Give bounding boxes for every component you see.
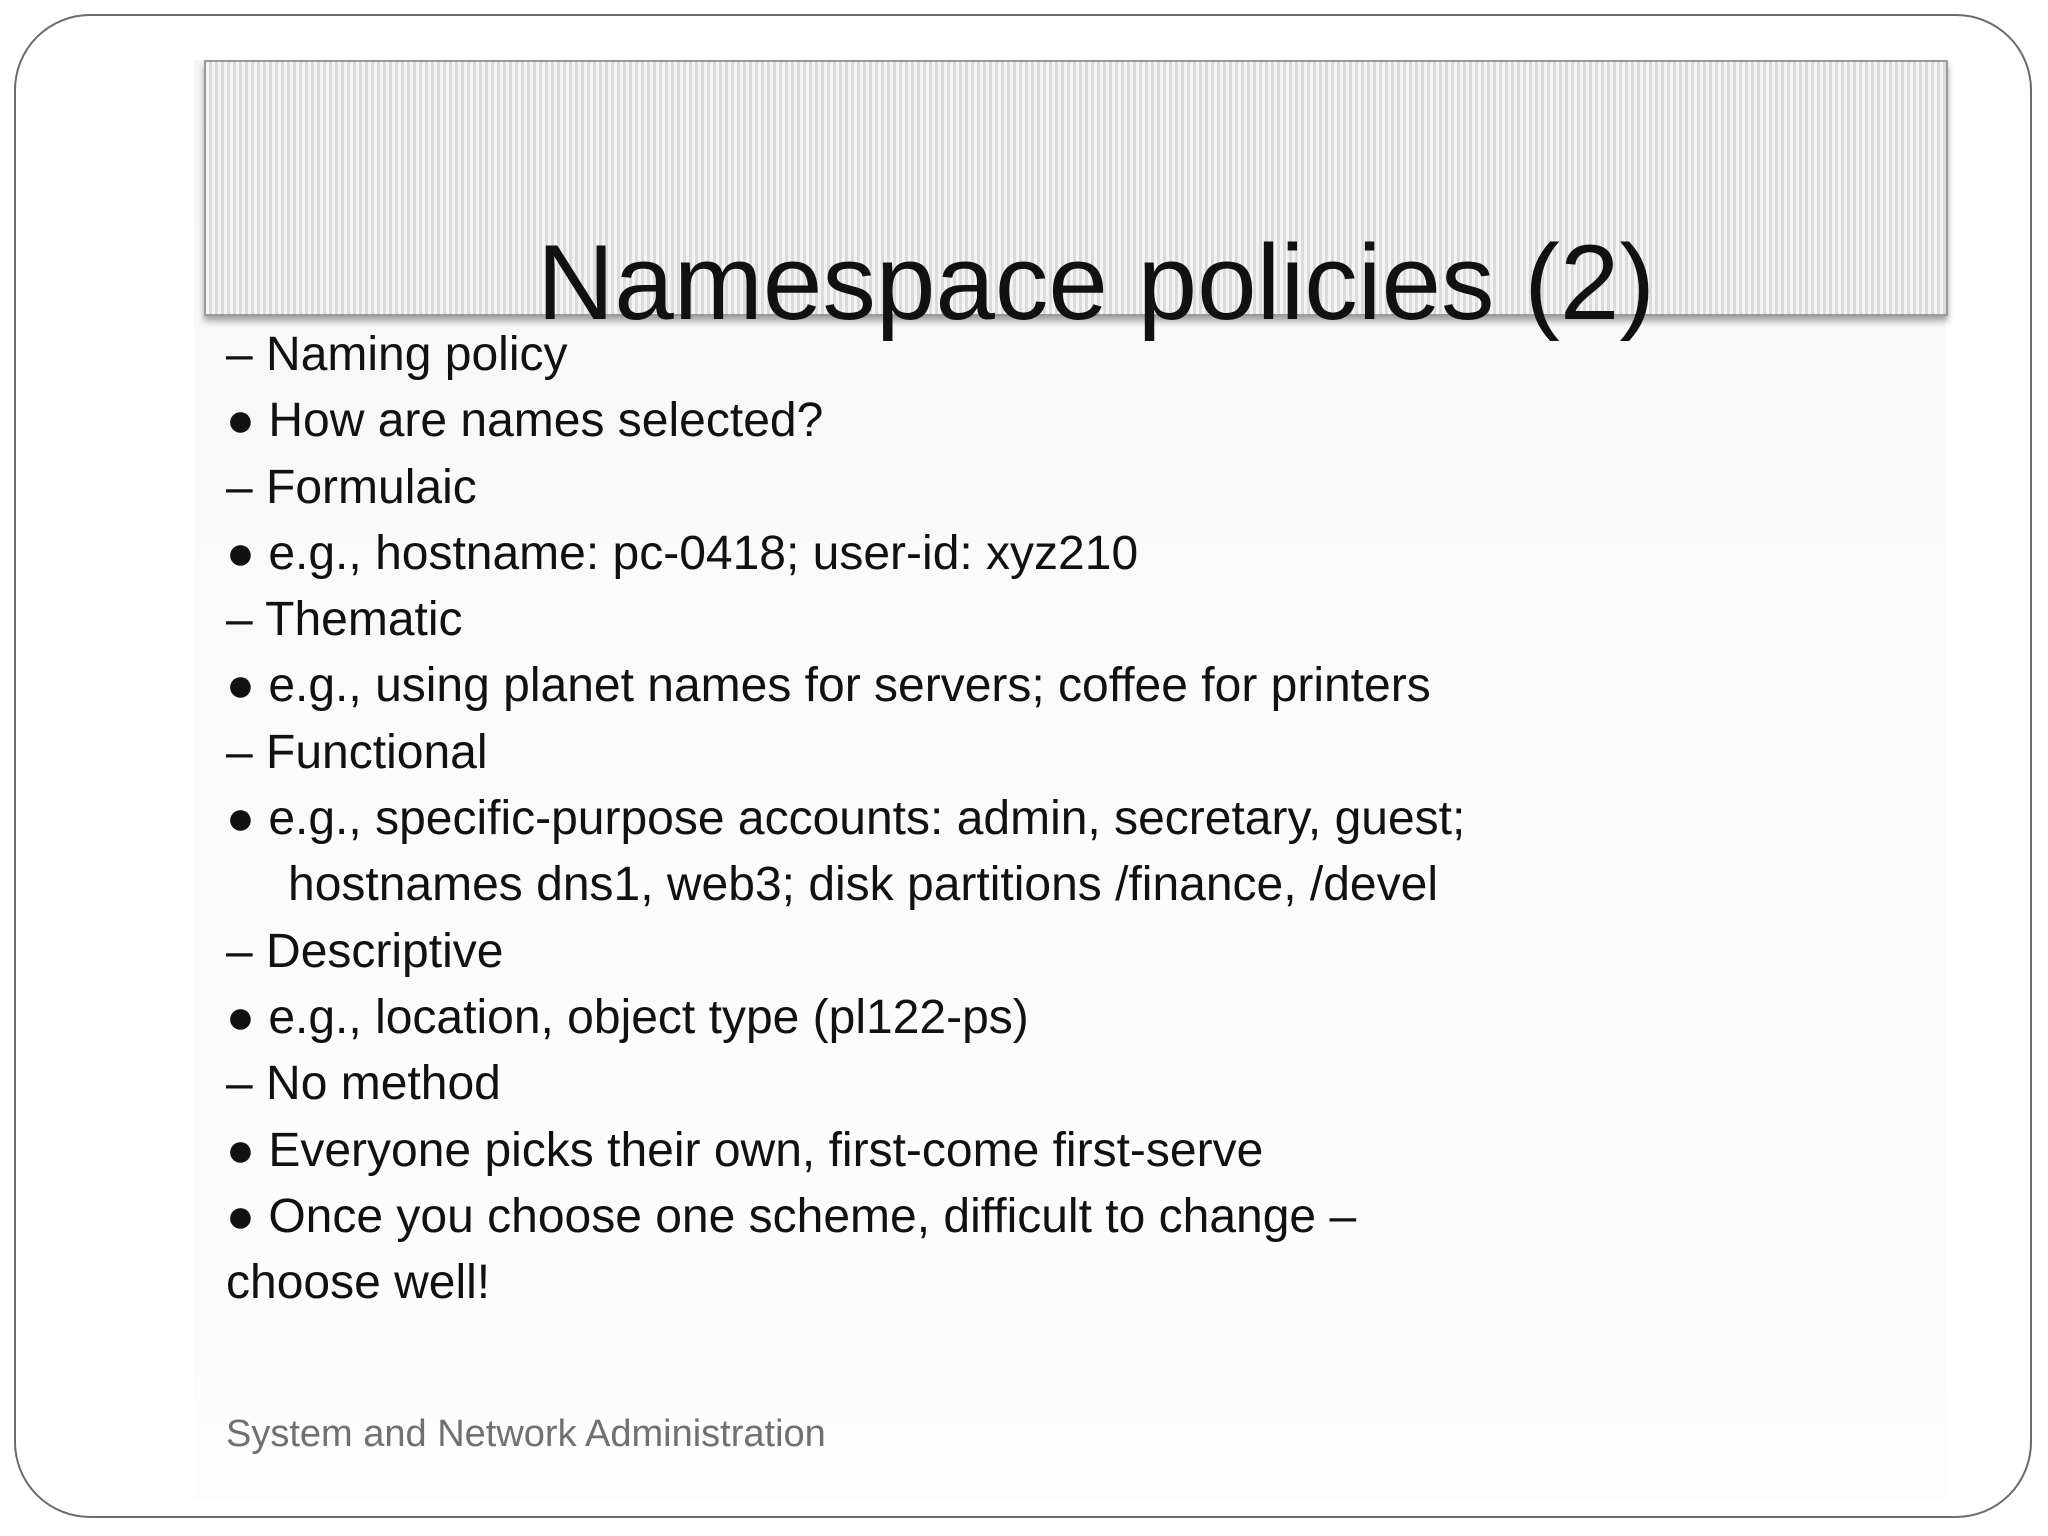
list-item: – Formulaic [226,460,477,514]
bullet-list [226,322,1926,1316]
list-item-continuation: hostnames dns1, web3; disk partitions /finance, /devel [288,858,1438,912]
slide-title: Namespace policies (2) [536,222,1655,342]
list-item: ● How are names selected? [226,394,824,448]
list-item: – Naming policy [226,328,568,381]
list-item: ● Once you choose one scheme, difficult to change – [226,1189,1357,1243]
list-item: – Functional [226,725,488,779]
list-item: – No method [226,1057,501,1111]
list-item-continuation: choose well! [226,1256,491,1310]
list-item: – Thematic [226,593,463,647]
title-bar [204,60,1948,342]
list-item: ● e.g., specific-purpose accounts: admin, secretary, guest; [226,792,1466,846]
slide-footer: System and Network Administration [226,1413,826,1455]
list-item: ● Everyone picks their own, first-come first-serve [226,1123,1264,1177]
list-item: – Descriptive [226,924,504,978]
list-item: ● e.g., location, object type (pl122-ps) [226,990,1029,1044]
list-item: ● e.g., hostname: pc-0418; user-id: xyz210 [226,526,1139,580]
list-item: ● e.g., using planet names for servers; coffee for printers [226,659,1431,713]
